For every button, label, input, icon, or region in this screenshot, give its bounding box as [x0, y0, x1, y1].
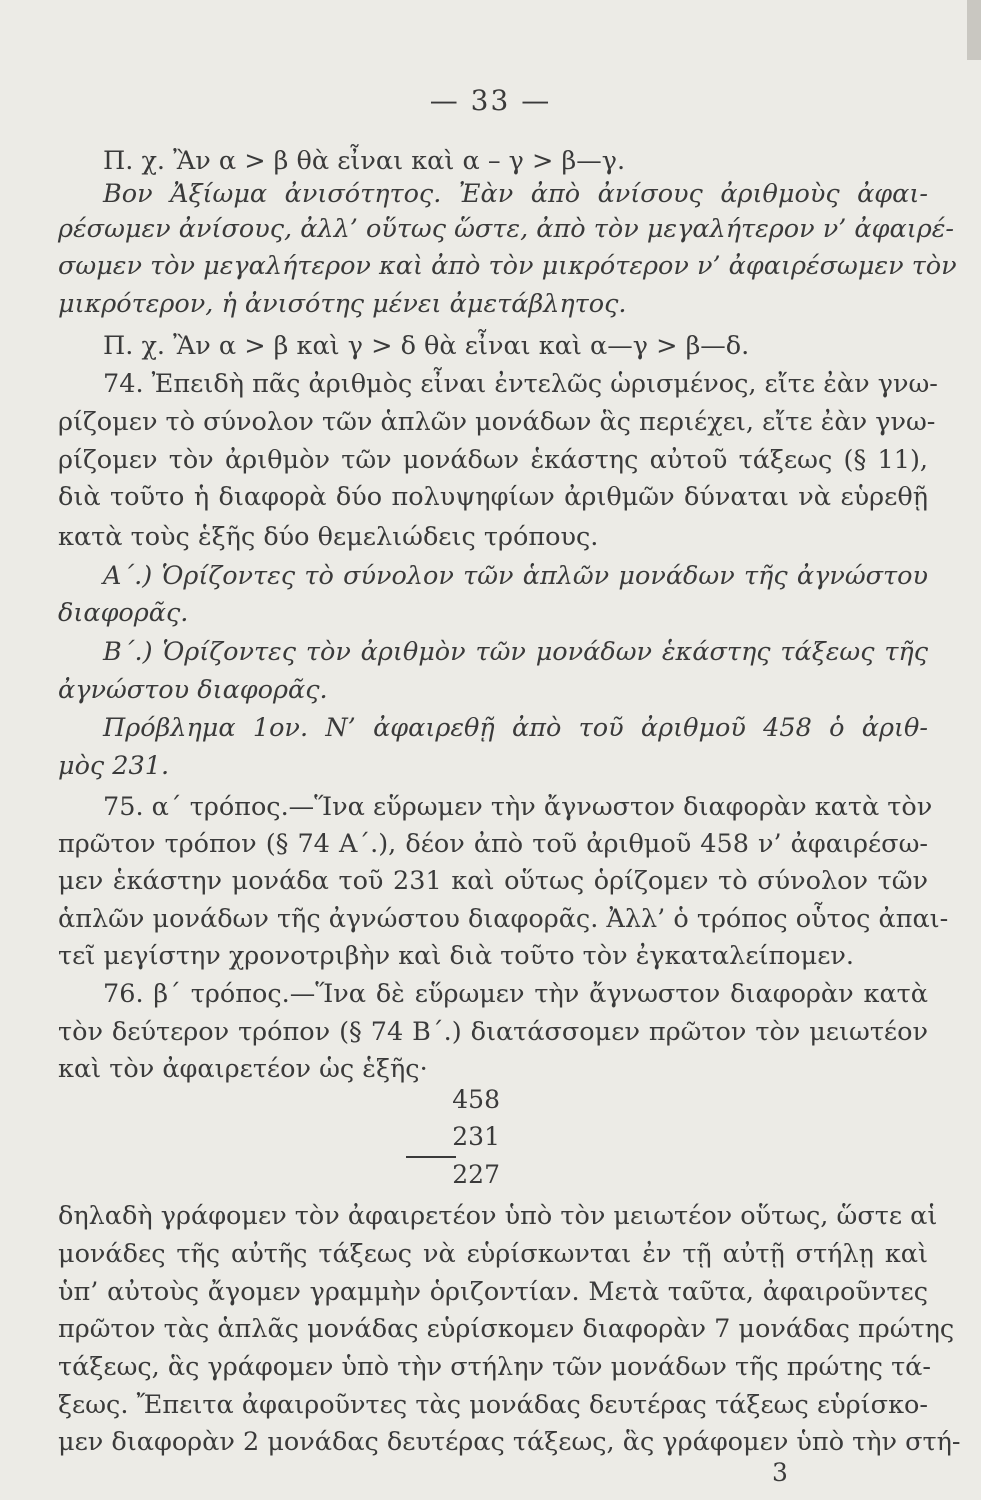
text-line: μεν διαφορὰν 2 μονάδας δευτέρας τάξεως, ἃς γράφομεν ὑπὸ τὴν στή- — [58, 1427, 961, 1457]
page-number: — 33 — — [429, 84, 552, 117]
text-line: μεν ἑκάστην μονάδα τοῦ 231 καὶ οὕτως ὁρίζομεν τὸ σύνολον τῶν — [58, 866, 928, 896]
text-line: ἀγνώστου διαφορᾶς. — [58, 675, 328, 705]
text-line: ἁπλῶν μονάδων τῆς ἀγνώστου διαφορᾶς. Ἀλλ’ ὁ τρόπος οὗτος ἀπαι- — [58, 904, 949, 934]
text-line: Βον Ἀξίωμα ἀνισότητος. Ἐὰν ἀπὸ ἀνίσους ἀριθμοὺς ἀφαι- — [103, 179, 928, 209]
text-line: σωμεν τὸν μεγαλήτερον καὶ ἀπὸ τὸν μικρότερον ν’ ἀφαιρέσωμεν τὸν — [58, 251, 957, 281]
text-line: τεῖ μεγίστην χρονοτριβὴν καὶ διὰ τοῦτο τὸν ἐγκαταλείπομεν. — [58, 941, 855, 971]
calc-rule — [406, 1156, 456, 1158]
text-line: ρέσωμεν ἀνίσους, ἀλλ’ οὕτως ὥστε, ἀπὸ τὸν μεγαλήτερον ν’ ἀφαιρέ- — [58, 214, 955, 244]
text-line: μονάδες τῆς αὐτῆς τάξεως νὰ εὑρίσκωνται ἐν τῇ αὐτῇ στήλῃ καὶ — [58, 1239, 928, 1269]
text-line: ξεως. Ἔπειτα ἀφαιροῦντες τὰς μονάδας δευτέρας τάξεως εὑρίσκο- — [58, 1390, 928, 1420]
text-line: Α΄.) Ὁρίζοντες τὸ σύνολον τῶν ἁπλῶν μονάδων τῆς ἀγνώστου — [103, 561, 928, 591]
text-line: ρίζομεν τὸ σύνολον τῶν ἁπλῶν μονάδων ἃς περιέχει, εἴτε ἐὰν γνω- — [58, 407, 936, 437]
text-line: Π. χ. Ἂν α > β θὰ εἶναι καὶ α – γ > β—γ. — [103, 146, 626, 176]
text-line: δηλαδὴ γράφομεν τὸν ἀφαιρετέον ὑπὸ τὸν μειωτέον οὕτως, ὥστε αἱ — [58, 1201, 938, 1231]
text-line: ὑπ’ αὐτοὺς ἄγομεν γραμμὴν ὁριζοντίαν. Μετὰ ταῦτα, ἀφαιροῦντες — [58, 1277, 928, 1307]
text-line: πρῶτον τὰς ἁπλᾶς μονάδας εὑρίσκομεν διαφορὰν 7 μονάδας πρώτης — [58, 1314, 955, 1344]
text-line: διαφορᾶς. — [58, 598, 189, 628]
signature-mark: 3 — [772, 1458, 788, 1487]
text-line: κατὰ τοὺς ἑξῆς δύο θεμελιώδεις τρόπους. — [58, 522, 599, 552]
text-line: μὸς 231. — [58, 751, 170, 781]
calc-difference: 227 — [452, 1160, 500, 1189]
calc-subtrahend: 231 — [452, 1122, 500, 1151]
text-line: ρίζομεν τὸν ἀριθμὸν τῶν μονάδων ἑκάστης αὐτοῦ τάξεως (§ 11), — [58, 445, 928, 475]
text-line: τὸν δεύτερον τρόπον (§ 74 Β΄.) διατάσσομεν πρῶτον τὸν μειωτέον — [58, 1017, 928, 1047]
text-line: Β΄.) Ὁρίζοντες τὸν ἀριθμὸν τῶν μονάδων ἑκάστης τάξεως τῆς — [103, 637, 928, 667]
text-line: μικρότερον, ἡ ἀνισότης μένει ἀμετάβλητος. — [58, 289, 627, 319]
text-line: 76. β΄ τρόπος.—Ἵνα δὲ εὕρωμεν τὴν ἄγνωστον διαφορὰν κατὰ — [103, 979, 928, 1009]
text-line: 74. Ἐπειδὴ πᾶς ἀριθμὸς εἶναι ἐντελῶς ὡρισμένος, εἴτε ἐὰν γνω- — [103, 369, 938, 399]
text-line: διὰ τοῦτο ἡ διαφορὰ δύο πολυψηφίων ἀριθμῶν δύναται νὰ εὑρεθῇ — [58, 482, 928, 512]
text-line: πρῶτον τρόπον (§ 74 Α΄.), δέον ἀπὸ τοῦ ἀριθμοῦ 458 ν’ ἀφαιρέσω- — [58, 829, 928, 859]
page-edge — [967, 0, 981, 60]
text-line: 75. α΄ τρόπος.—Ἵνα εὕρωμεν τὴν ἄγνωστον διαφορὰν κατὰ τὸν — [103, 792, 933, 822]
text-line: Π. χ. Ἂν α > β καὶ γ > δ θὰ εἶναι καὶ α—γ > β—δ. — [103, 331, 750, 361]
text-line: καὶ τὸν ἀφαιρετέον ὡς ἑξῆς· — [58, 1054, 428, 1084]
text-line: Πρόβλημα 1ον. Ν’ ἀφαιρεθῇ ἀπὸ τοῦ ἀριθμοῦ 458 ὁ ἀριθ- — [103, 713, 928, 743]
text-line: τάξεως, ἃς γράφομεν ὑπὸ τὴν στήλην τῶν μονάδων τῆς πρώτης τά- — [58, 1352, 932, 1382]
calc-minuend: 458 — [452, 1085, 500, 1114]
